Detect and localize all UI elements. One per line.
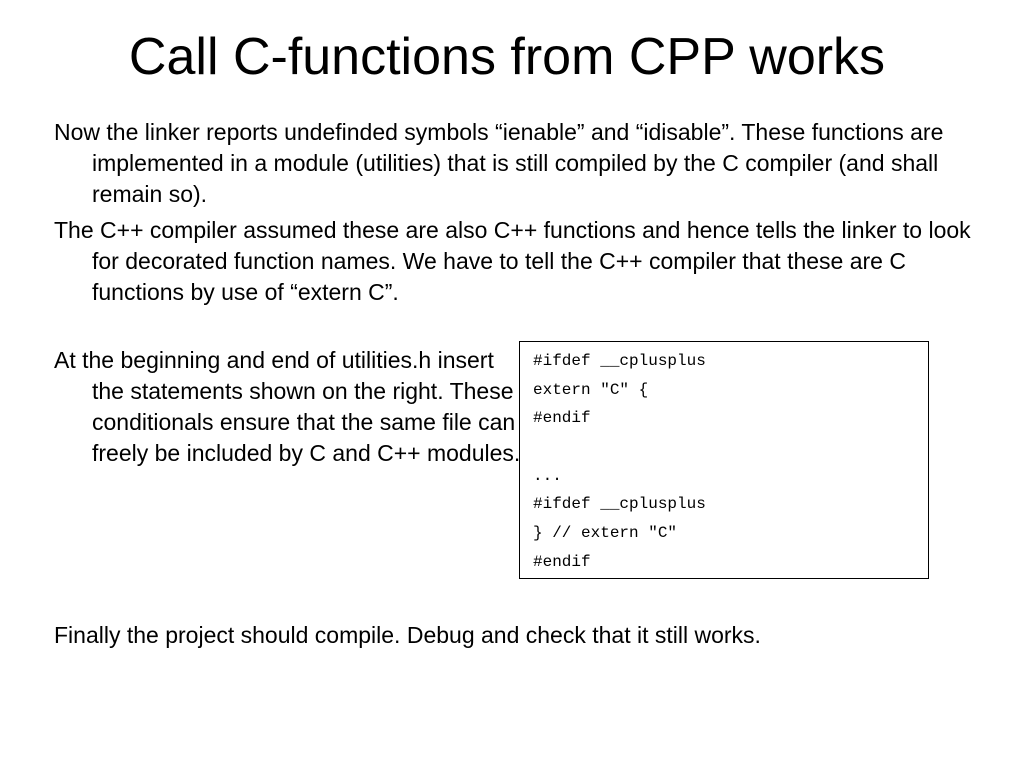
code-line: #ifdef __cplusplus [533, 352, 706, 370]
code-snippet-box [519, 341, 929, 579]
slide-title: Call C-functions from CPP works [128, 28, 886, 86]
code-line: #endif [533, 552, 591, 571]
code-line: ... [533, 466, 562, 485]
code-line: extern "C" { [533, 380, 649, 399]
paragraph-cpp-assumption: The C++ compiler assumed these are also C++ functions and hence tells the linker to look for decorated function names. We have to tell the C++ compiler that these are C functions by use of “extern C”. [54, 217, 971, 305]
code-line: #ifdef __cplusplus [533, 495, 706, 514]
paragraph-linker-errors: Now the linker reports undefinded symbols “ienable” and “idisable”. These functions are implemented in a module (utilities) that is still compiled by the C compiler (and shall remain so). [54, 119, 944, 207]
paragraph-finally: Finally the project should compile. Debug and check that it still works. [54, 622, 761, 648]
code-line-blank [533, 433, 928, 462]
code-line: } // extern "C" [533, 524, 678, 543]
paragraph-insert-statements: At the beginning and end of utilities.h insert the statements shown on the right. These conditionals ensure that the same file can freely be included by C and C++ modules. [54, 347, 521, 466]
code-line: #endif [533, 409, 591, 428]
